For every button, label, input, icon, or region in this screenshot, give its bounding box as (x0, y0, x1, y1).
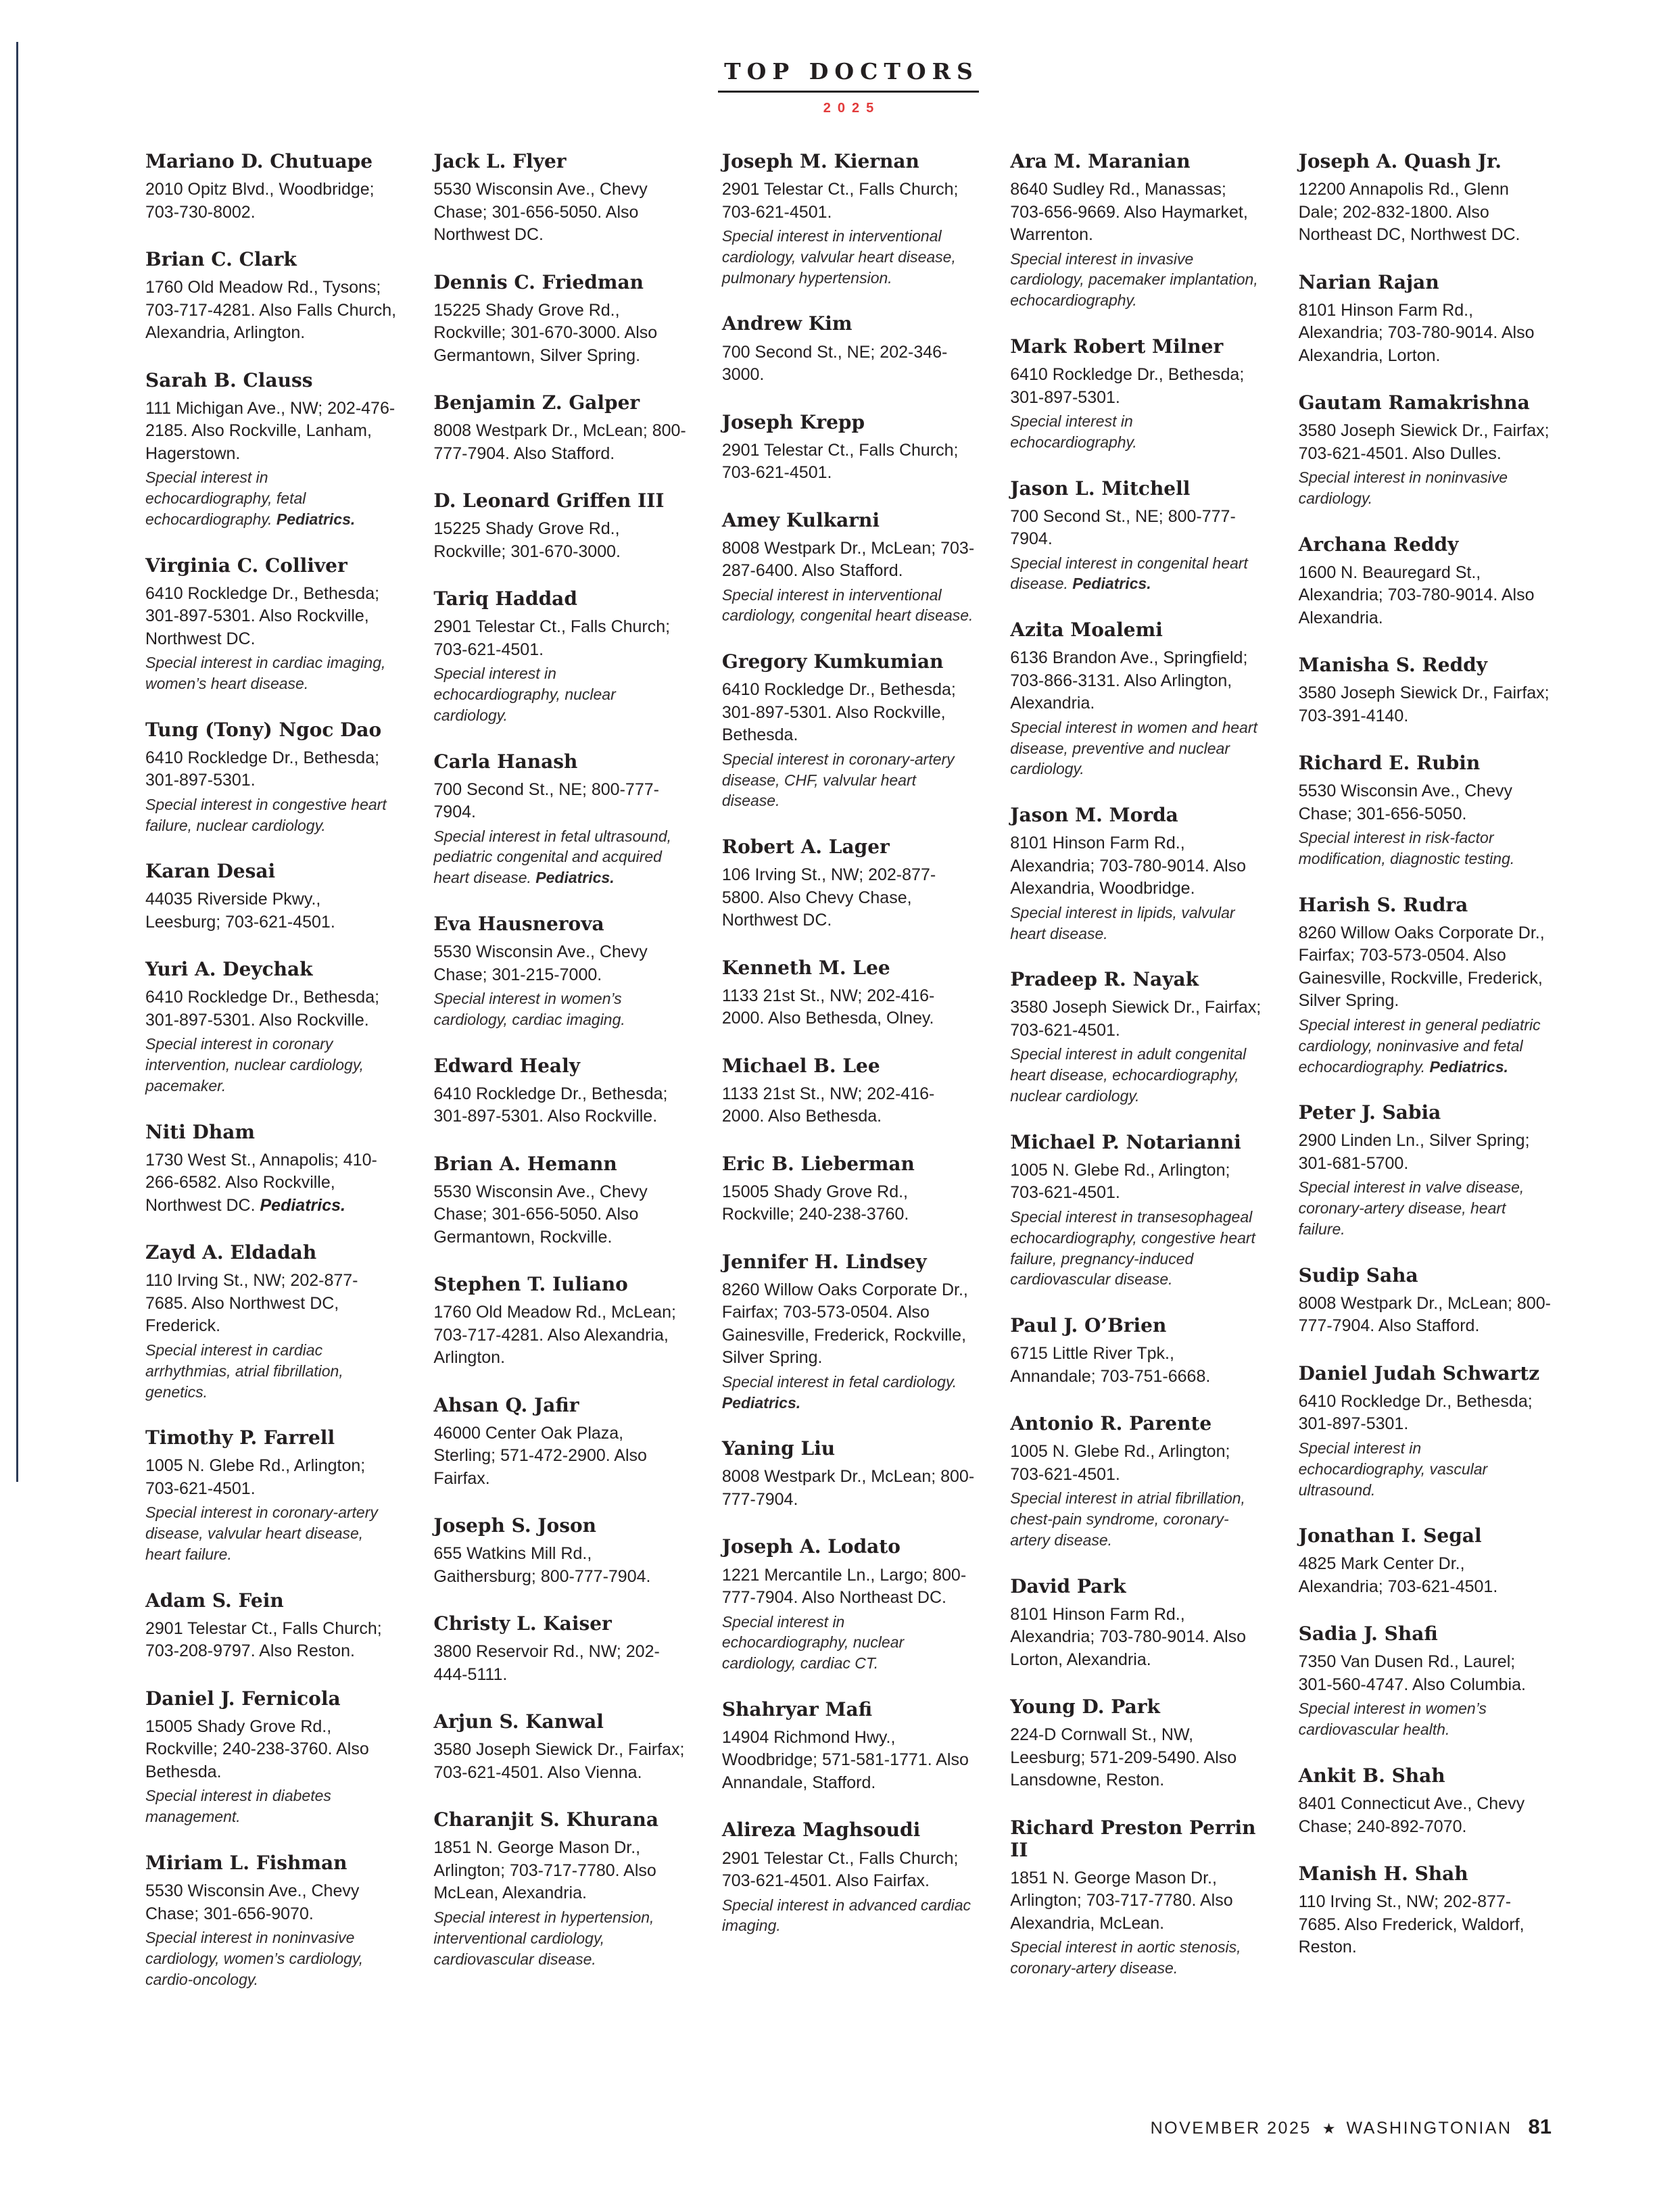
doctor-special-interest: Special interest in atrial fibrillation, chest-pain syndrome, coronary-artery disease. (1010, 1489, 1245, 1549)
doctor-address: 700 Second St., NE; 800-777-7904. (433, 779, 659, 822)
footer-magazine-name: WASHINGTONIAN (1346, 2119, 1512, 2138)
doctor-entry (145, 248, 398, 345)
pediatrics-tag: Pediatrics. (272, 510, 356, 528)
doctor-name: David Park (1010, 1574, 1126, 1597)
doctor-name: Brian A. Hemann (433, 1152, 617, 1175)
doctor-name: Manish H. Shah (1298, 1862, 1468, 1885)
doctor-entry (433, 1394, 686, 1491)
doctor-entry (433, 271, 686, 368)
doctor-entry (433, 489, 686, 563)
doctor-address: 224-D Cornwall St., NW, Leesburg; 571-209-5490. Also Lansdowne, Reston. (1010, 1725, 1237, 1790)
doctor-name: Eric B. Lieberman (721, 1152, 915, 1175)
doctor-address: 1851 N. George Mason Dr., Arlington; 703-717-7780. Also McLean, Alexandria. (433, 1838, 656, 1903)
doctor-address: 3800 Reservoir Rd., NW; 202-444-5111. (433, 1642, 660, 1684)
doctor-name: Carla Hanash (433, 750, 578, 773)
footer-issue-date: NOVEMBER 2025 (1150, 2119, 1312, 2138)
doctor-address: 1005 N. Glebe Rd., Arlington; 703-621-4501. (1010, 1442, 1230, 1484)
doctor-address: 2901 Telestar Ct., Falls Church; 703-621-4501. (721, 440, 959, 483)
directory-column (433, 150, 686, 2014)
doctor-entry (1299, 1264, 1552, 1338)
doctor-name: Azita Moalemi (1010, 619, 1163, 642)
doctor-address: 3580 Joseph Siewick Dr., Fairfax; 703-391-4140. (1298, 683, 1550, 725)
doctor-special-interest: Special interest in valve disease, coronary-artery disease, heart failure. (1298, 1178, 1525, 1239)
doctor-entry (1299, 391, 1552, 509)
doctor-entry (722, 509, 975, 627)
doctor-entry (1299, 1764, 1552, 1838)
doctor-special-interest: Special interest in noninvasive cardiology, women’s cardiology, cardio-oncology. (145, 1929, 364, 1988)
doctor-address: 655 Watkins Mill Rd., Gaithersburg; 800-777-7904. (433, 1544, 651, 1586)
doctor-entry (433, 1612, 686, 1686)
doctor-entry (1010, 1412, 1263, 1550)
doctor-address: 700 Second St., NE; 800-777-7904. (1010, 506, 1236, 549)
doctor-address: 8008 Westpark Dr., McLean; 703-287-6400. Also Stafford. (721, 538, 975, 581)
doctor-entry (1010, 335, 1263, 453)
doctor-entry (1010, 1314, 1263, 1388)
doctor-special-interest: Special interest in advanced cardiac imaging. (721, 1896, 971, 1935)
doctor-entry (145, 554, 398, 694)
doctor-name: Mark Robert Milner (1010, 335, 1224, 358)
doctor-entry (145, 369, 398, 530)
doctor-address: 1133 21st St., NW; 202-416-2000. Also Bethesda, Olney. (721, 986, 935, 1028)
doctor-entry (1010, 1575, 1263, 1672)
doctor-name: Antonio R. Parente (1010, 1412, 1212, 1435)
doctor-special-interest: Special interest in women’s cardiovascular health. (1298, 1700, 1487, 1739)
doctor-entry (1299, 1524, 1552, 1598)
doctor-entry (722, 1437, 975, 1511)
doctor-name: Eva Hausnerova (433, 913, 604, 936)
doctor-entry (433, 1153, 686, 1249)
doctor-entry (1010, 150, 1263, 311)
doctor-entry (1010, 804, 1263, 944)
doctor-address: 1005 N. Glebe Rd., Arlington; 703-621-4501. (145, 1456, 366, 1498)
doctor-address: 8101 Hinson Farm Rd., Alexandria; 703-780-9014. Also Alexandria, Lorton. (1298, 300, 1535, 365)
doctor-name: Gregory Kumkumian (721, 650, 944, 673)
doctor-entry (145, 1241, 398, 1402)
doctor-entry (145, 150, 398, 224)
doctor-entry (1010, 968, 1263, 1106)
doctor-entry (722, 1055, 975, 1128)
doctor-name: Narian Rajan (1298, 270, 1439, 293)
doctor-name: Stephen T. Iuliano (433, 1273, 628, 1296)
doctor-special-interest: Special interest in fetal cardiology. Pediatrics. (721, 1372, 957, 1412)
doctor-special-interest: Special interest in risk-factor modification, diagnostic testing. (1298, 829, 1515, 868)
doctor-name: Richard Preston Perrin II (1010, 1816, 1256, 1861)
doctor-special-interest: Special interest in interventional cardiology, valvular heart disease, pulmonary hypertension. (721, 227, 956, 287)
doctor-address: 8260 Willow Oaks Corporate Dr., Fairfax; 703-573-0504. Also Gainesville, Rockville, Frederick, Silver Spring. (1298, 923, 1545, 1011)
doctor-name: Yuri A. Deychak (145, 958, 313, 981)
doctor-address: 1005 N. Glebe Rd., Arlington; 703-621-4501. (1010, 1160, 1230, 1203)
doctor-entry (722, 650, 975, 811)
pediatrics-tag: Pediatrics. (1425, 1057, 1508, 1076)
doctor-entry (722, 312, 975, 386)
doctor-address: 2900 Linden Ln., Silver Spring; 301-681-5700. (1298, 1131, 1530, 1173)
doctor-name: Christy L. Kaiser (433, 1612, 612, 1635)
doctor-entry (722, 957, 975, 1030)
doctor-name: Tung (Tony) Ngoc Dao (145, 718, 382, 741)
doctor-name: Robert A. Lager (721, 836, 890, 859)
doctor-address: 2901 Telestar Ct., Falls Church; 703-208-9797. Also Reston. (145, 1618, 382, 1661)
doctor-address: 6715 Little River Tpk., Annandale; 703-751-6668. (1010, 1344, 1211, 1386)
doctor-entry (433, 750, 686, 888)
doctor-address: 1760 Old Meadow Rd., Tysons; 703-717-4281. Also Falls Church, Alexandria, Arlington. (145, 278, 397, 343)
pediatrics-tag: Pediatrics. (721, 1393, 801, 1412)
doctor-entry (433, 913, 686, 1030)
doctor-entry (1299, 1362, 1552, 1500)
doctor-name: Brian C. Clark (145, 248, 297, 271)
doctor-address: 110 Irving St., NW; 202-877-7685. Also Frederick, Waldorf, Reston. (1298, 1892, 1525, 1957)
doctor-address: 2010 Opitz Blvd., Woodbridge; 703-730-8002. (145, 180, 375, 222)
doctor-special-interest: Special interest in echocardiography, vascular ultrasound. (1298, 1439, 1488, 1499)
doctor-name: Joseph A. Quash Jr. (1298, 150, 1502, 172)
doctor-special-interest: Special interest in women and heart disease, preventive and nuclear cardiology. (1010, 718, 1257, 778)
doctor-address: 5530 Wisconsin Ave., Chevy Chase; 301-656-5050. (1298, 782, 1512, 823)
doctor-name: Benjamin Z. Galper (433, 391, 640, 414)
doctor-special-interest: Special interest in congenital heart disease. Pediatrics. (1010, 554, 1248, 593)
doctor-address: 8401 Connecticut Ave., Chevy Chase; 240-892-7070. (1298, 1794, 1525, 1836)
doctor-address: 3580 Joseph Siewick Dr., Fairfax; 703-621-4501. Also Vienna. (433, 1740, 685, 1782)
doctor-name: Joseph A. Lodato (721, 1535, 901, 1558)
doctor-entry (1299, 1101, 1552, 1239)
doctor-name: Jason L. Mitchell (1010, 477, 1191, 500)
doctor-name: Dennis C. Friedman (433, 270, 644, 293)
doctor-name: Jason M. Morda (1010, 804, 1178, 827)
doctor-name: Archana Reddy (1298, 533, 1459, 556)
doctor-entry (1299, 654, 1552, 727)
doctor-special-interest: Special interest in noninvasive cardiology. (1298, 468, 1508, 507)
doctor-entry (722, 1698, 975, 1795)
doctor-address: 6410 Rockledge Dr., Bethesda; 301-897-5301. Also Rockville. (433, 1084, 668, 1126)
doctor-special-interest: Special interest in echocardiography, nuclear cardiology. (433, 665, 616, 724)
doctor-special-interest: Special interest in echocardiography. (1010, 412, 1137, 451)
doctor-name: Sudip Saha (1298, 1264, 1418, 1287)
doctor-entry (1299, 752, 1552, 869)
doctor-entry (145, 958, 398, 1096)
doctor-name: Tariq Haddad (433, 587, 577, 610)
page-header (145, 58, 1552, 116)
doctor-address: 111 Michigan Ave., NW; 202-476-2185. Also Rockville, Lanham, Hagerstown. (145, 398, 395, 463)
doctor-special-interest: Special interest in transesophageal echocardiography, congestive heart failure, pregnancy-induced cardiovascular disease. (1010, 1207, 1255, 1289)
doctor-address: 1133 21st St., NW; 202-416-2000. Also Bethesda. (721, 1084, 935, 1126)
doctor-special-interest: Special interest in coronary-artery disease, valvular heart disease, heart failure. (145, 1504, 378, 1563)
doctor-entry (1010, 1131, 1263, 1290)
doctor-name: Yaning Liu (721, 1437, 836, 1460)
doctor-name: D. Leonard Griffen III (433, 489, 665, 512)
doctor-entry (1010, 477, 1263, 595)
directory-columns (145, 150, 1552, 2014)
doctor-address: 15005 Shady Grove Rd., Rockville; 240-238-3760. (721, 1182, 909, 1224)
doctor-special-interest: Special interest in cardiac arrhythmias, atrial fibrillation, genetics. (145, 1341, 343, 1401)
doctor-address: 8260 Willow Oaks Corporate Dr., Fairfax; 703-573-0504. Also Gainesville, Frederick, Rockville, Silver Spring. (721, 1280, 968, 1368)
doctor-entry (722, 411, 975, 485)
doctor-name: Adam S. Fein (145, 1589, 284, 1612)
doctor-entry (433, 150, 686, 247)
doctor-address: 5530 Wisconsin Ave., Chevy Chase; 301-215-7000. (433, 942, 648, 984)
doctor-entry (722, 836, 975, 932)
doctor-name: Manisha S. Reddy (1298, 654, 1487, 677)
doctor-name: Amey Kulkarni (721, 508, 880, 531)
doctor-name: Ankit B. Shah (1298, 1764, 1445, 1787)
doctor-name: Karan Desai (145, 860, 276, 883)
doctor-special-interest: Special interest in cardiac imaging, women’s heart disease. (145, 654, 386, 692)
doctor-address: 6410 Rockledge Dr., Bethesda; 301-897-5301. (145, 748, 380, 790)
page-footer (1151, 2115, 1552, 2139)
doctor-entry (722, 1153, 975, 1226)
doctor-special-interest: Special interest in fetal ultrasound, pediatric congenital and acquired heart disease. Pediatrics. (433, 827, 671, 887)
doctor-address: 6136 Brandon Ave., Springfield; 703-866-3131. Also Arlington, Alexandria. (1010, 648, 1248, 713)
doctor-entry (433, 1710, 686, 1784)
directory-column (145, 150, 398, 2014)
doctor-name: Virginia C. Colliver (145, 554, 347, 577)
doctor-address: 1760 Old Meadow Rd., McLean; 703-717-4281. Also Alexandria, Arlington. (433, 1303, 676, 1368)
doctor-address: 8008 Westpark Dr., McLean; 800-777-7904. (721, 1467, 975, 1509)
pediatrics-tag: Pediatrics. (531, 869, 615, 887)
doctor-name: Sarah B. Clauss (145, 368, 313, 391)
doctor-entry (1299, 1622, 1552, 1740)
pediatrics-tag: Pediatrics. (1067, 575, 1151, 593)
doctor-special-interest: Special interest in general pediatric cardiology, noninvasive and fetal echocardiography. Pediatrics. (1298, 1015, 1541, 1076)
doctor-name: Shahryar Mafi (721, 1698, 873, 1721)
doctor-name: Joseph S. Joson (433, 1514, 597, 1537)
doctor-entry (1299, 150, 1552, 247)
doctor-name: Alireza Maghsoudi (721, 1819, 921, 1842)
doctor-address: 2901 Telestar Ct., Falls Church; 703-621-4501. Also Fairfax. (721, 1848, 959, 1890)
doctor-entry (433, 1273, 686, 1370)
doctor-name: Edward Healy (433, 1054, 580, 1077)
doctor-entry (433, 587, 686, 725)
doctor-address: 700 Second St., NE; 202-346-3000. (721, 342, 948, 384)
doctor-name: Jonathan I. Segal (1298, 1524, 1482, 1547)
doctor-name: Arjun S. Kanwal (433, 1710, 604, 1733)
doctor-address: 6410 Rockledge Dr., Bethesda; 301-897-5301. Also Rockville, Bethesda. (721, 680, 956, 745)
doctor-address: 8640 Sudley Rd., Manassas; 703-656-9669. Also Haymarket, Warrenton. (1010, 180, 1248, 245)
doctor-entry (1299, 533, 1552, 630)
doctor-address: 1851 N. George Mason Dr., Arlington; 703-717-7780. Also Alexandria, McLean. (1010, 1868, 1233, 1933)
doctor-entry (145, 1852, 398, 1990)
doctor-entry (145, 1121, 398, 1218)
doctor-name: Ara M. Maranian (1010, 150, 1191, 172)
doctor-entry (1299, 894, 1552, 1077)
doctor-name: Ahsan Q. Jafir (433, 1393, 579, 1416)
doctor-address: 7350 Van Dusen Rd., Laurel; 301-560-4747. Also Columbia. (1298, 1652, 1526, 1694)
doctor-name: Young D. Park (1010, 1696, 1160, 1718)
section-title: TOP DOCTORS (718, 58, 979, 93)
pediatrics-tag: Pediatrics. (255, 1195, 345, 1215)
doctor-special-interest: Special interest in coronary-artery disease, CHF, valvular heart disease. (721, 750, 955, 810)
doctor-name: Daniel J. Fernicola (145, 1687, 341, 1710)
directory-column (1010, 150, 1263, 2014)
doctor-special-interest: Special interest in diabetes management. (145, 1787, 331, 1826)
doctor-entry (145, 1687, 398, 1827)
doctor-name: Mariano D. Chutuape (145, 150, 373, 172)
doctor-address: 8008 Westpark Dr., McLean; 800-777-7904. Also Stafford. (1298, 1293, 1551, 1336)
doctor-entry (1010, 1817, 1263, 1979)
star-icon: ★ (1322, 2120, 1336, 2137)
doctor-address: 1730 West St., Annapolis; 410-266-6582. Also Rockville, Northwest DC. Pediatrics. (145, 1150, 377, 1215)
doctor-address: 6410 Rockledge Dr., Bethesda; 301-897-5301. Also Rockville. (145, 988, 380, 1030)
doctor-address: 8101 Hinson Farm Rd., Alexandria; 703-780-9014. Also Lorton, Alexandria. (1010, 1604, 1247, 1669)
directory-column (1299, 150, 1552, 2014)
doctor-name: Pradeep R. Nayak (1010, 968, 1199, 991)
doctor-entry (722, 150, 975, 288)
doctor-entry (722, 1819, 975, 1936)
doctor-name: Michael P. Notarianni (1010, 1130, 1241, 1153)
doctor-entry (145, 1426, 398, 1564)
doctor-address: 106 Irving St., NW; 202-877-5800. Also Chevy Chase, Northwest DC. (721, 865, 936, 930)
doctor-entry (722, 1535, 975, 1673)
doctor-entry (145, 719, 398, 836)
doctor-entry (433, 1514, 686, 1588)
doctor-address: 5530 Wisconsin Ave., Chevy Chase; 301-656-5050. Also Northwest DC. (433, 180, 648, 245)
doctor-name: Joseph M. Kiernan (721, 150, 919, 172)
doctor-entry (1010, 1696, 1263, 1792)
doctor-special-interest: Special interest in coronary intervention, nuclear cardiology, pacemaker. (145, 1035, 364, 1095)
doctor-special-interest: Special interest in adult congenital heart disease, echocardiography, nuclear cardiology. (1010, 1045, 1247, 1105)
doctor-special-interest: Special interest in lipids, valvular heart disease. (1010, 903, 1235, 942)
doctor-address: 15225 Shady Grove Rd., Rockville; 301-670-3000. (433, 519, 621, 561)
doctor-special-interest: Special interest in echocardiography, nuclear cardiology, cardiac CT. (721, 1612, 905, 1673)
doctor-name: Harish S. Rudra (1298, 893, 1468, 916)
doctor-address: 12200 Annapolis Rd., Glenn Dale; 202-832-1800. Also Northeast DC, Northwest DC. (1298, 180, 1520, 245)
directory-column (722, 150, 975, 2014)
doctor-name: Michael B. Lee (721, 1054, 880, 1077)
doctor-special-interest: Special interest in congestive heart failure, nuclear cardiology. (145, 795, 387, 834)
doctor-special-interest: Special interest in invasive cardiology, pacemaker implantation, echocardiography. (1010, 249, 1258, 310)
doctor-special-interest: Special interest in aortic stenosis, coronary-artery disease. (1010, 1938, 1241, 1977)
doctor-entry (433, 1055, 686, 1128)
doctor-name: Paul J. O’Brien (1010, 1314, 1167, 1337)
doctor-name: Jennifer H. Lindsey (721, 1250, 927, 1273)
doctor-address: 5530 Wisconsin Ave., Chevy Chase; 301-656-5050. Also Germantown, Rockville. (433, 1182, 648, 1247)
doctor-address: 8101 Hinson Farm Rd., Alexandria; 703-780-9014. Also Alexandria, Woodbridge. (1010, 834, 1247, 898)
doctor-name: Niti Dham (145, 1120, 255, 1143)
doctor-address: 3580 Joseph Siewick Dr., Fairfax; 703-621-4501. (1010, 998, 1262, 1040)
doctor-name: Sadia J. Shafi (1298, 1622, 1438, 1645)
doctor-address: 14904 Richmond Hwy., Woodbridge; 571-581-1771. Also Annandale, Stafford. (721, 1727, 969, 1792)
doctor-address: 46000 Center Oak Plaza, Sterling; 571-472-2900. Also Fairfax. (433, 1423, 647, 1488)
doctor-address: 3580 Joseph Siewick Dr., Fairfax; 703-621-4501. Also Dulles. (1298, 421, 1550, 463)
doctor-entry (1299, 271, 1552, 368)
doctor-entry (1299, 1862, 1552, 1959)
doctor-address: 8008 Westpark Dr., McLean; 800-777-7904. Also Stafford. (433, 421, 686, 463)
doctor-name: Miriam L. Fishman (145, 1852, 347, 1874)
doctor-name: Charanjit S. Khurana (433, 1808, 659, 1831)
doctor-special-interest: Special interest in interventional cardiology, congenital heart disease. (721, 585, 974, 625)
doctor-address: 2901 Telestar Ct., Falls Church; 703-621-4501. (433, 617, 671, 659)
doctor-name: Daniel Judah Schwartz (1298, 1362, 1540, 1385)
doctor-entry (1010, 619, 1263, 779)
doctor-entry (145, 860, 398, 934)
left-margin-rule (16, 42, 18, 1482)
doctor-address: 110 Irving St., NW; 202-877-7685. Also Northwest DC, Frederick. (145, 1271, 358, 1336)
doctor-name: Jack L. Flyer (433, 150, 567, 172)
doctor-special-interest: Special interest in women’s cardiology, cardiac imaging. (433, 990, 625, 1028)
doctor-name: Gautam Ramakrishna (1298, 391, 1530, 414)
doctor-name: Kenneth M. Lee (721, 956, 890, 979)
doctor-address: 44035 Riverside Pkwy., Leesburg; 703-621-4501. (145, 890, 335, 932)
doctor-address: 15225 Shady Grove Rd., Rockville; 301-670-3000. Also Germantown, Silver Spring. (433, 300, 658, 365)
doctor-name: Timothy P. Farrell (145, 1426, 335, 1449)
doctor-address: 1221 Mercantile Ln., Largo; 800-777-7904. Also Northeast DC. (721, 1565, 967, 1607)
doctor-special-interest: Special interest in hypertension, interventional cardiology, cardiovascular disease. (433, 1908, 654, 1968)
doctor-entry (722, 1251, 975, 1414)
doctor-address: 6410 Rockledge Dr., Bethesda; 301-897-5301. Also Rockville, Northwest DC. (145, 583, 380, 648)
doctor-special-interest: Special interest in echocardiography, fetal echocardiography. Pediatrics. (145, 468, 356, 528)
doctor-name: Joseph Krepp (721, 410, 865, 433)
page-number: 81 (1528, 2115, 1552, 2138)
section-year: 2025 (823, 101, 881, 116)
doctor-address: 2901 Telestar Ct., Falls Church; 703-621-4501. (721, 180, 959, 222)
doctor-entry (145, 1589, 398, 1663)
doctor-address: 15005 Shady Grove Rd., Rockville; 240-238-3760. Also Bethesda. (145, 1716, 369, 1781)
doctor-address: 6410 Rockledge Dr., Bethesda; 301-897-5301. (1298, 1391, 1533, 1434)
doctor-name: Peter J. Sabia (1298, 1101, 1441, 1124)
doctor-name: Richard E. Rubin (1298, 752, 1481, 775)
doctor-name: Andrew Kim (721, 312, 853, 335)
doctor-address: 5530 Wisconsin Ave., Chevy Chase; 301-656-9070. (145, 1881, 360, 1923)
doctor-entry (433, 391, 686, 465)
doctor-address: 1600 N. Beauregard St., Alexandria; 703-780-9014. Also Alexandria. (1298, 562, 1535, 627)
doctor-address: 6410 Rockledge Dr., Bethesda; 301-897-5301. (1010, 365, 1245, 407)
doctor-address: 4825 Mark Center Dr., Alexandria; 703-621-4501. (1298, 1554, 1498, 1596)
doctor-entry (433, 1808, 686, 1969)
doctor-name: Zayd A. Eldadah (145, 1241, 317, 1264)
